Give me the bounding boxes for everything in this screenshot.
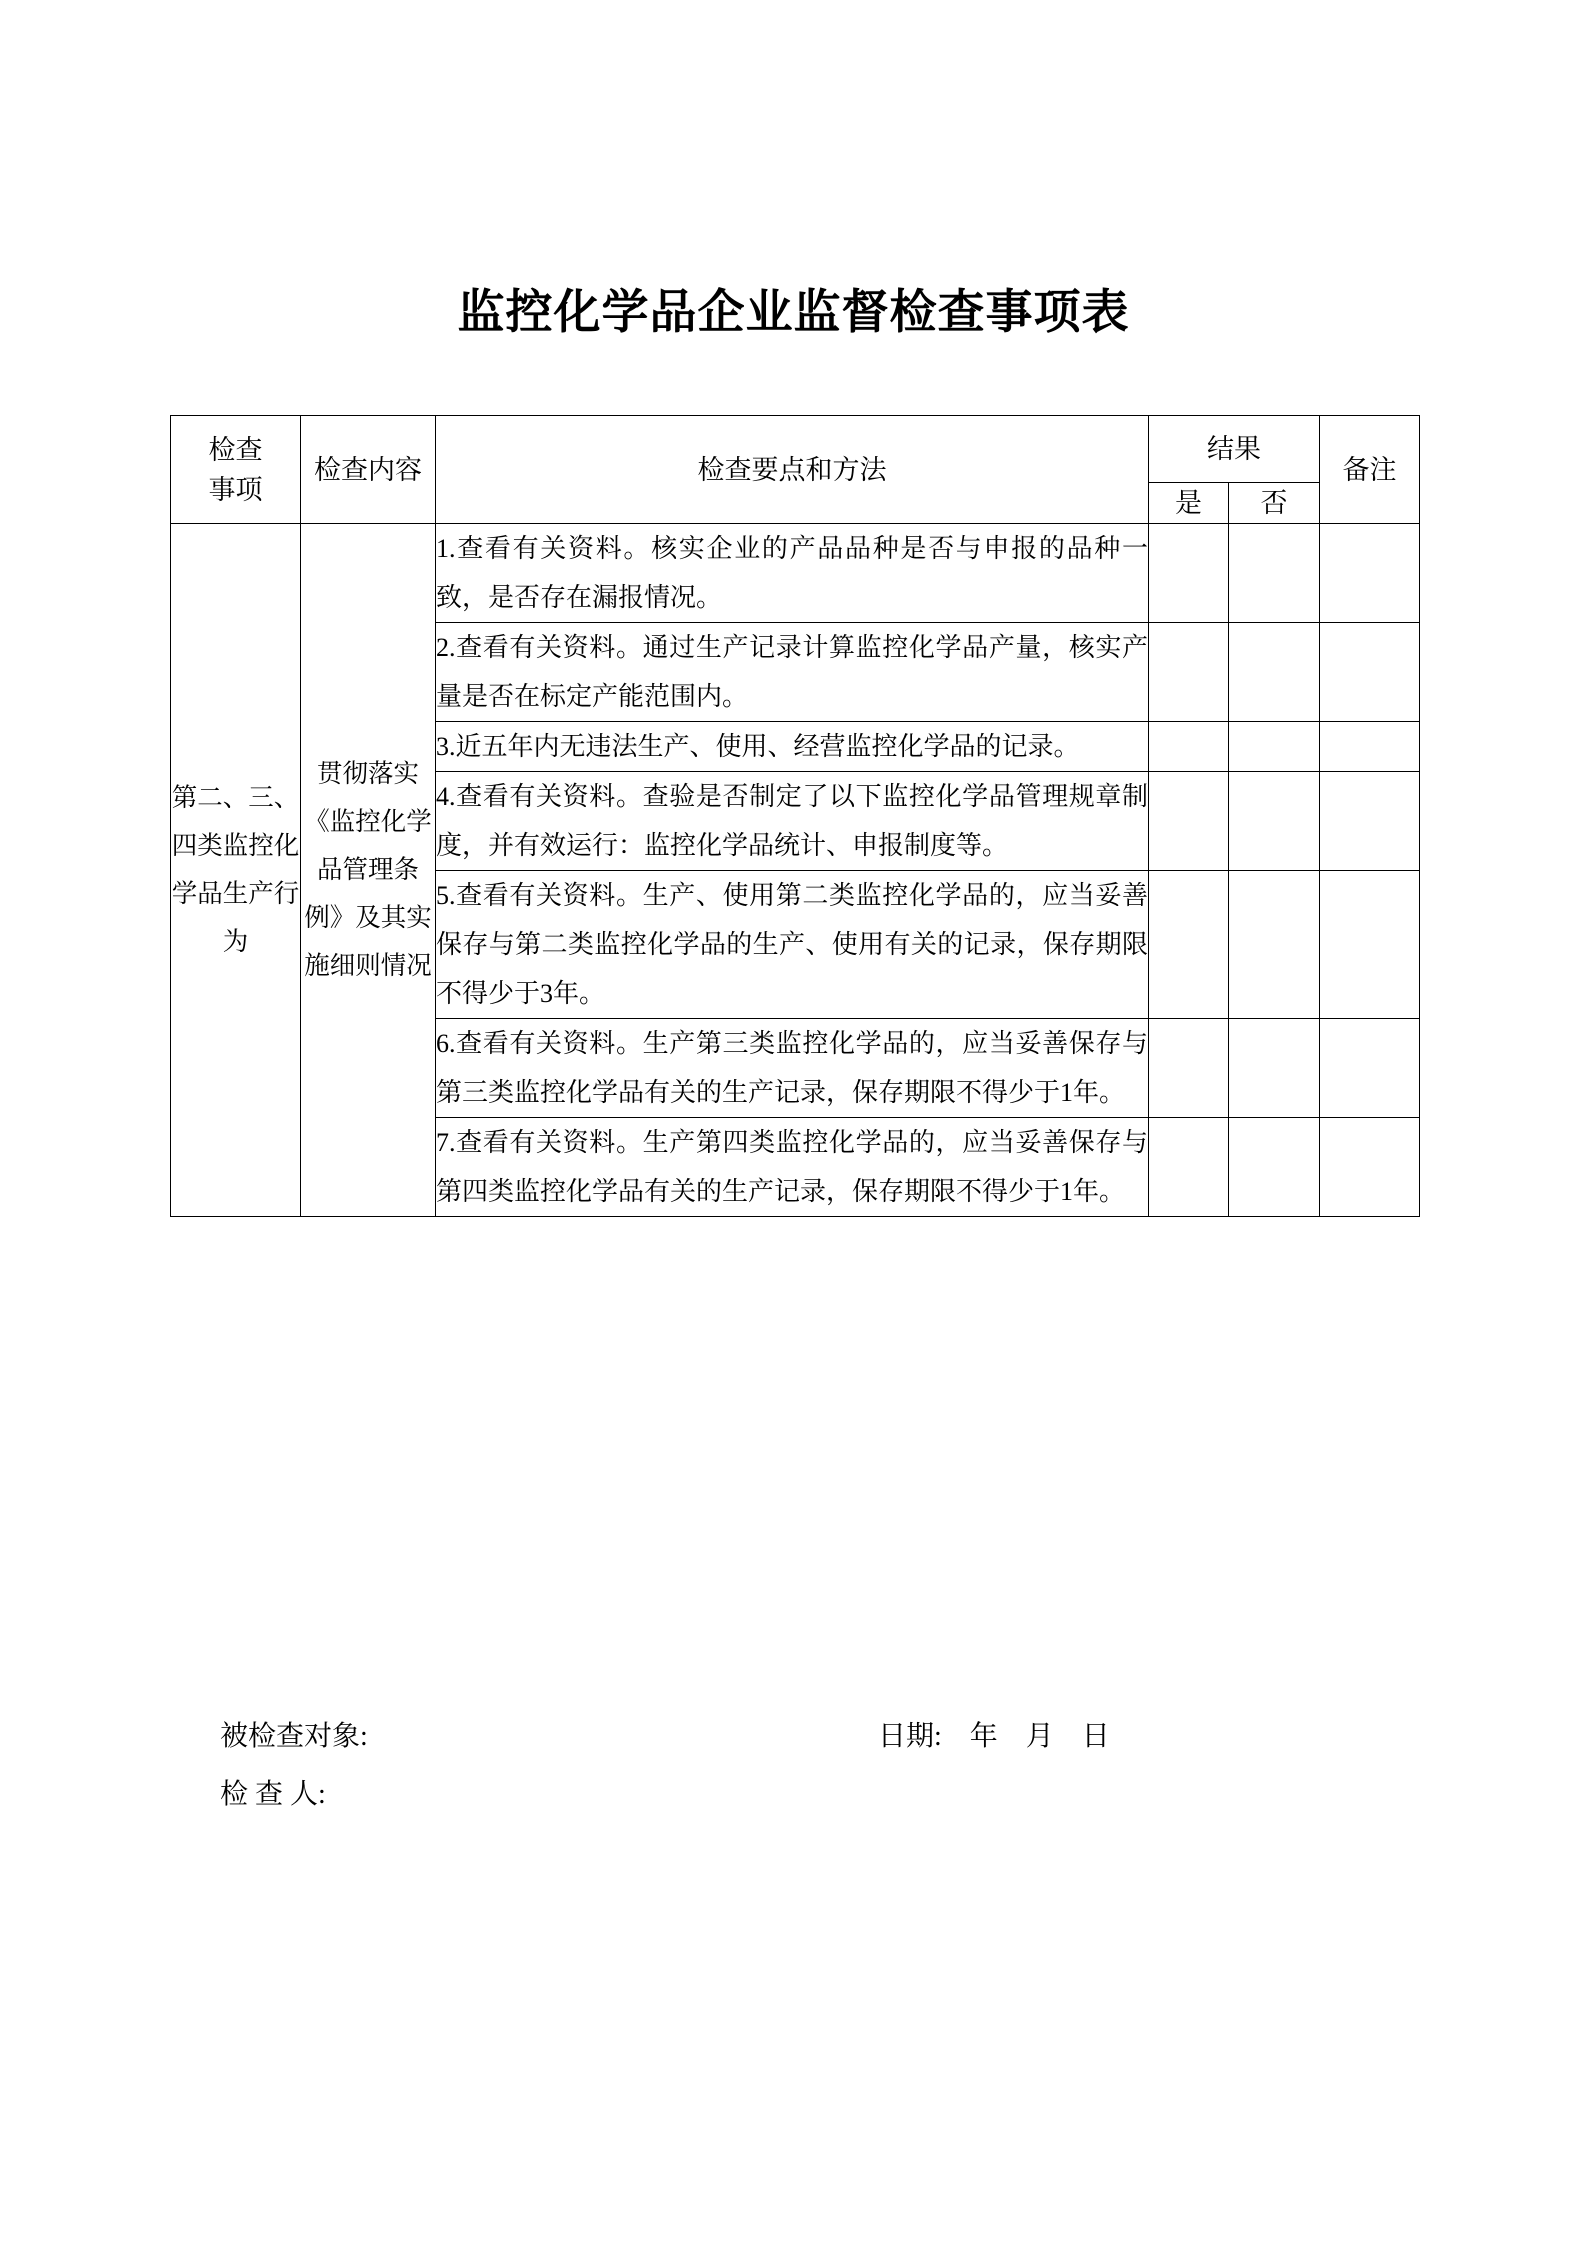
cell-result-yes-4[interactable]: [1149, 772, 1229, 871]
inspection-table-container: [170, 415, 1419, 1217]
cell-result-yes-5[interactable]: [1149, 871, 1229, 1019]
cell-remark-7[interactable]: [1320, 1118, 1420, 1217]
table-header: [171, 416, 1420, 524]
cell-result-yes-6[interactable]: [1149, 1019, 1229, 1118]
cell-result-no-2[interactable]: [1229, 623, 1320, 722]
column-header-result-no: 否: [1229, 483, 1320, 524]
cell-remark-2[interactable]: [1320, 623, 1420, 722]
cell-result-no-1[interactable]: [1229, 524, 1320, 623]
cell-result-no-7[interactable]: [1229, 1118, 1320, 1217]
column-header-result: 结果: [1149, 416, 1320, 483]
inspection-table: [170, 415, 1420, 1217]
cell-remark-5[interactable]: [1320, 871, 1420, 1019]
table-body: [171, 524, 1420, 1217]
cell-result-no-3[interactable]: [1229, 722, 1320, 772]
column-header-item-line2: 事项: [208, 474, 263, 505]
cell-result-yes-1[interactable]: [1149, 524, 1229, 623]
column-header-remark: 备注: [1320, 416, 1420, 524]
column-header-item: [171, 416, 301, 524]
inspector-label: 检 查 人:: [220, 1779, 326, 1810]
cell-result-no-4[interactable]: [1229, 772, 1320, 871]
column-header-item-line1: 检查: [208, 434, 263, 465]
column-header-content: 检查内容: [301, 416, 436, 524]
cell-method-2: 2.查看有关资料。通过生产记录计算监控化学品产量，核实产量是否在标定产能范围内。: [436, 623, 1149, 722]
inspected-object-label: 被检查对象:: [220, 1721, 368, 1752]
cell-method-3: 3.近五年内无违法生产、使用、经营监控化学品的记录。: [436, 722, 1149, 772]
form-footer: [178, 1650, 1428, 1810]
cell-method-5: 5.查看有关资料。生产、使用第二类监控化学品的，应当妥善保存与第二类监控化学品的生产、使用有关的记录，保存期限不得少于3年。: [436, 871, 1149, 1019]
cell-remark-3[interactable]: [1320, 722, 1420, 772]
cell-method-1: 1.查看有关资料。核实企业的产品品种是否与申报的品种一致，是否存在漏报情况。: [436, 524, 1149, 623]
cell-inspection-content: 贯彻落实《监控化学品管理条例》及其实施细则情况: [301, 524, 436, 1217]
cell-method-7: 7.查看有关资料。生产第四类监控化学品的，应当妥善保存与第四类监控化学品有关的生产记录，保存期限不得少于1年。: [436, 1118, 1149, 1217]
cell-method-6: 6.查看有关资料。生产第三类监控化学品的，应当妥善保存与第三类监控化学品有关的生产记录，保存期限不得少于1年。: [436, 1019, 1149, 1118]
cell-inspection-item: 第二、三、四类监控化学品生产行为: [171, 524, 301, 1217]
date-line: 日期: 年 月 日: [878, 1721, 1110, 1752]
inspector-line: [178, 1708, 1428, 1810]
cell-result-no-5[interactable]: [1229, 871, 1320, 1019]
cell-result-yes-2[interactable]: [1149, 623, 1229, 722]
cell-result-no-6[interactable]: [1229, 1019, 1320, 1118]
table-row: [171, 524, 1420, 623]
cell-method-4: 4.查看有关资料。查验是否制定了以下监控化学品管理规章制度，并有效运行：监控化学品统计、申报制度等。: [436, 772, 1149, 871]
column-header-method: 检查要点和方法: [436, 416, 1149, 524]
cell-result-yes-3[interactable]: [1149, 722, 1229, 772]
column-header-result-yes: 是: [1149, 483, 1229, 524]
cell-remark-6[interactable]: [1320, 1019, 1420, 1118]
cell-result-yes-7[interactable]: [1149, 1118, 1229, 1217]
cell-remark-1[interactable]: [1320, 524, 1420, 623]
page-title: 监控化学品企业监督检查事项表: [457, 287, 1130, 339]
cell-remark-4[interactable]: [1320, 772, 1420, 871]
table-header-row-1: [171, 416, 1420, 483]
